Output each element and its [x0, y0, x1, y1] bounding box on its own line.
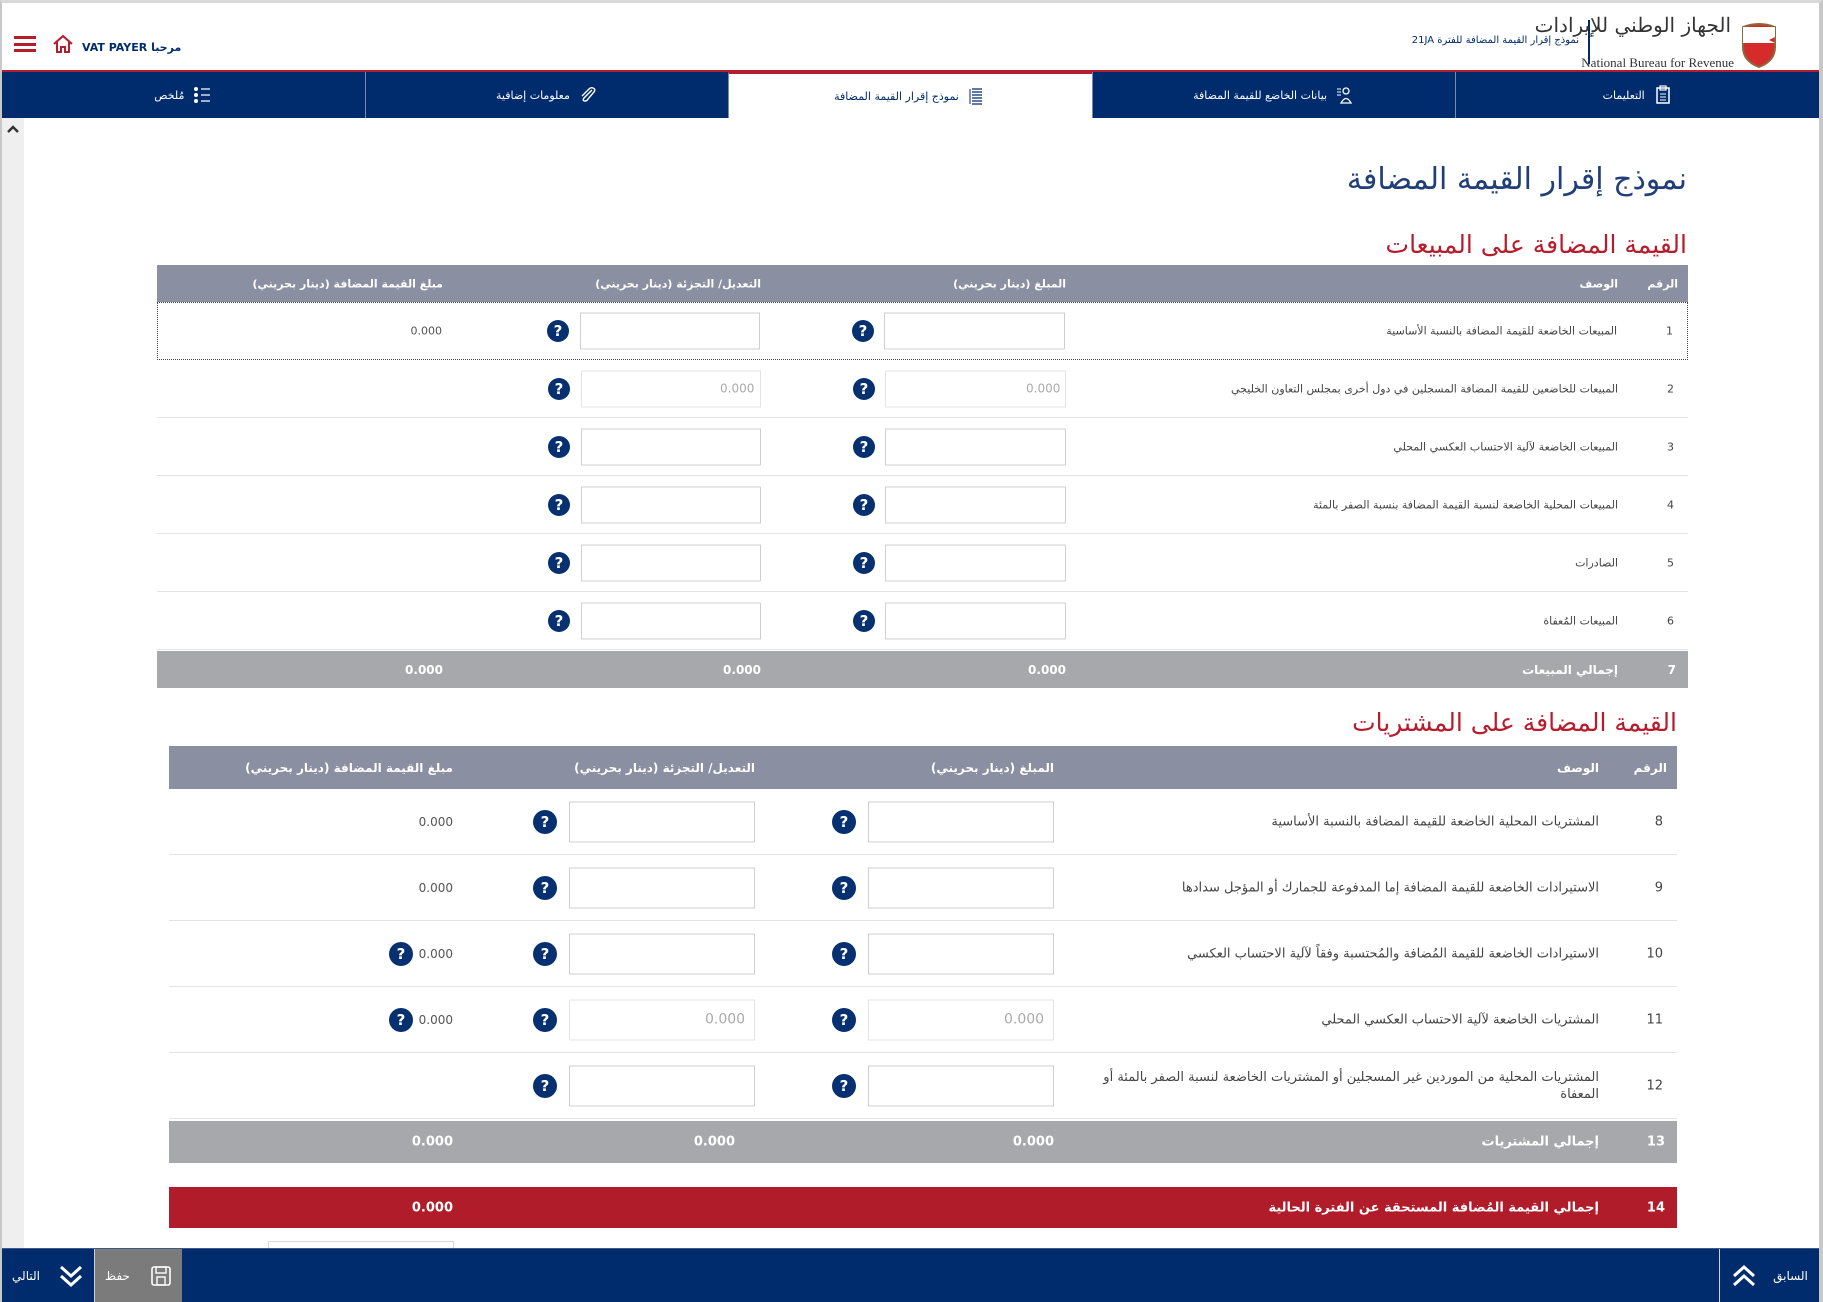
help-icon[interactable]: ? — [852, 320, 874, 342]
row-description: المبيعات المُعفاة — [1543, 614, 1618, 627]
col-desc-header: الوصف — [1556, 760, 1599, 775]
help-icon[interactable]: ? — [533, 810, 557, 834]
help-icon[interactable]: ? — [548, 436, 570, 458]
sales-table — [157, 265, 1688, 688]
sales-table-header — [157, 265, 1688, 302]
help-icon[interactable]: ? — [832, 942, 856, 966]
vat-amount-value: 0.000 — [410, 324, 442, 338]
purchases-row — [169, 1053, 1677, 1119]
row-description: المبيعات الخاضعة لآلية الاحتساب العكسي المحلي — [1393, 440, 1618, 453]
col-vat-header: مبلغ القيمة المضافة (دينار بحريني) — [252, 277, 443, 290]
row-number: 11 — [1646, 1012, 1663, 1027]
col-amount-header: المبلغ (دينار بحريني) — [930, 760, 1054, 775]
save-label: حفظ — [105, 1269, 130, 1283]
col-vat-header: مبلغ القيمة المضافة (دينار بحريني) — [245, 760, 453, 775]
row-description: المشتريات الخاضعة لآلية الاحتساب العكسي المحلي — [1321, 1012, 1599, 1027]
vat-amount-value: 0.000 — [418, 814, 453, 829]
amount-input[interactable] — [868, 1065, 1054, 1106]
adjustment-input[interactable] — [569, 933, 755, 974]
home-icon[interactable] — [52, 33, 74, 55]
adjustment-input[interactable] — [569, 867, 755, 908]
sales-row — [157, 302, 1688, 360]
tab-label: مُلخص — [154, 88, 185, 102]
total-amount: 0.000 — [1012, 1134, 1054, 1150]
purchases-total-row — [169, 1121, 1677, 1163]
sales-row — [157, 360, 1688, 418]
adjustment-input[interactable] — [581, 602, 761, 639]
vat-amount-value: 0.000 — [418, 880, 453, 895]
col-amount-header: المبلغ (دينار بحريني) — [953, 277, 1066, 290]
tab-additional-info[interactable] — [365, 72, 729, 118]
help-icon[interactable]: ? — [533, 1008, 557, 1032]
total-vat: 0.000 — [405, 662, 443, 677]
chevron-up-icon[interactable] — [7, 124, 19, 134]
sales-row — [157, 592, 1688, 650]
help-icon[interactable]: ? — [389, 942, 413, 966]
amount-input[interactable] — [868, 801, 1054, 842]
col-num-header: الرقم — [1647, 277, 1678, 290]
bottom-nav-bar — [2, 1248, 1819, 1302]
amount-input[interactable]: 0.000 — [885, 370, 1066, 407]
total-label: إجمالي المشتريات — [1481, 1134, 1599, 1150]
row-description: المشتريات المحلية الخاضعة للقيمة المضافة بالنسبة الأساسية — [1271, 814, 1599, 829]
help-icon[interactable]: ? — [853, 378, 875, 400]
adjustment-input[interactable] — [580, 313, 760, 350]
row-description-line: المشتريات المحلية من الموردين غير المسجلين أو المشتريات الخاضعة لنسبة الصفر بالمئة أو — [1103, 1069, 1599, 1085]
total-num: 7 — [1667, 662, 1676, 677]
row-number: 4 — [1667, 498, 1674, 511]
list-icon — [967, 86, 987, 106]
sales-section-title: القيمة المضافة على المبيعات — [1385, 230, 1687, 259]
adjustment-input[interactable] — [581, 544, 761, 581]
total-amount: 0.000 — [1028, 662, 1066, 677]
total-adjust: 0.000 — [723, 662, 761, 677]
row-number: 9 — [1654, 880, 1663, 895]
help-icon[interactable]: ? — [533, 1074, 557, 1098]
row-number: 5 — [1667, 556, 1674, 569]
col-adjust-header: التعديل/ التجزئة (دينار بحريني) — [595, 277, 761, 290]
grand-total-num: 14 — [1646, 1200, 1665, 1215]
col-adjust-header: التعديل/ التجزئة (دينار بحريني) — [574, 760, 755, 775]
help-icon[interactable]: ? — [389, 1008, 413, 1032]
logo-arabic-text: الجهاز الوطني للإيرادات — [1534, 13, 1731, 37]
scrollbar[interactable] — [2, 118, 24, 1248]
row-description: الاستيرادات الخاضعة للقيمة المُضافة والمُحتسبة وفقاً لآلية الاحتساب العكسي — [1187, 946, 1599, 961]
nbr-logo — [1534, 13, 1779, 71]
grand-total-row — [169, 1187, 1677, 1228]
col-desc-header: الوصف — [1579, 277, 1618, 290]
vat-amount-value: 0.000 — [418, 1012, 453, 1027]
total-vat: 0.000 — [411, 1134, 453, 1150]
hamburger-menu-icon[interactable] — [14, 36, 36, 52]
sales-total-row — [157, 651, 1688, 688]
help-icon[interactable]: ? — [853, 494, 875, 516]
tab-summary[interactable] — [2, 72, 365, 118]
adjustment-input[interactable] — [569, 801, 755, 842]
purchases-row — [169, 789, 1677, 855]
purchases-table — [169, 746, 1677, 1228]
adjustment-input[interactable] — [581, 486, 761, 523]
tab-label: نموذج إقرار القيمة المضافة — [834, 89, 959, 103]
amount-input[interactable] — [885, 428, 1066, 465]
help-icon[interactable]: ? — [533, 876, 557, 900]
grand-total-vat: 0.000 — [411, 1200, 453, 1215]
row-number: 10 — [1646, 946, 1663, 961]
welcome-text: مرحبا VAT PAYER — [82, 41, 182, 54]
total-label: إجمالي المبيعات — [1522, 662, 1618, 677]
sales-row — [157, 476, 1688, 534]
purchases-section-title: القيمة المضافة على المشتريات — [1352, 708, 1677, 737]
floppy-disk-icon — [150, 1265, 172, 1287]
purchases-row — [169, 855, 1677, 921]
adjustment-input[interactable]: 0.000 — [581, 370, 761, 407]
help-icon[interactable]: ? — [832, 1074, 856, 1098]
tab-label: معلومات إضافية — [496, 88, 570, 102]
adjustment-input[interactable] — [569, 1065, 755, 1106]
row-description: المبيعات المحلية الخاضعة لنسبة القيمة المضافة بنسبة الصفر بالمئة — [1313, 498, 1618, 511]
row-number: 6 — [1667, 614, 1674, 627]
help-icon[interactable]: ? — [547, 320, 569, 342]
tab-instructions[interactable] — [1455, 72, 1819, 118]
sales-row — [157, 534, 1688, 592]
amount-input[interactable] — [884, 313, 1065, 350]
amount-input[interactable] — [868, 933, 1054, 974]
help-icon[interactable]: ? — [548, 378, 570, 400]
vat-amount-value: 0.000 — [418, 946, 453, 961]
double-chevron-up-icon — [1731, 1264, 1757, 1288]
row-description-line: المعفاة — [1560, 1086, 1599, 1102]
tab-label: بيانات الخاضع للقيمة المضافة — [1193, 88, 1328, 102]
page-title: نموذج إقرار القيمة المضافة — [1346, 162, 1687, 197]
amount-input[interactable] — [868, 867, 1054, 908]
amount-input[interactable] — [885, 486, 1066, 523]
help-icon[interactable]: ? — [832, 1008, 856, 1032]
adjustment-input[interactable]: 0.000 — [569, 999, 755, 1040]
previous-button[interactable] — [1719, 1249, 1819, 1302]
help-icon[interactable]: ? — [853, 436, 875, 458]
total-adjust: 0.000 — [693, 1134, 735, 1150]
form-period-title: نموذج إقرار القيمة المضافة للفترة 21JA — [1411, 35, 1579, 46]
logo-english-text: National Bureau for Revenue — [1581, 55, 1734, 70]
amount-input[interactable] — [885, 544, 1066, 581]
help-icon[interactable]: ? — [533, 942, 557, 966]
help-icon[interactable]: ? — [853, 610, 875, 632]
row-number: 8 — [1654, 814, 1663, 829]
previous-label: السابق — [1773, 1269, 1808, 1283]
adjustment-input[interactable] — [581, 428, 761, 465]
amount-input[interactable] — [885, 602, 1066, 639]
purchases-row — [169, 987, 1677, 1053]
help-icon[interactable]: ? — [548, 494, 570, 516]
user-form-icon — [1335, 85, 1355, 105]
col-num-header: الرقم — [1633, 760, 1667, 775]
sales-row — [157, 418, 1688, 476]
help-icon[interactable]: ? — [548, 610, 570, 632]
row-number: 3 — [1667, 440, 1674, 453]
row-description: المبيعات للخاضعين للقيمة المضافة المسجلين في دول أخرى بمجلس التعاون الخليجي — [1231, 382, 1618, 395]
row-description — [1103, 1069, 1599, 1103]
paperclip-icon — [578, 85, 598, 105]
bahrain-crest-icon — [1739, 21, 1779, 69]
main-tabs — [2, 72, 1819, 118]
amount-input[interactable]: 0.000 — [868, 999, 1054, 1040]
total-num: 13 — [1646, 1134, 1665, 1150]
grand-total-label: إجمالي القيمة المُضافة المستحقة عن الفترة الحالية — [1268, 1200, 1599, 1215]
row-description: الاستيرادات الخاضعة للقيمة المضافة إما المدفوعة للجمارك أو المؤجل سدادها — [1181, 880, 1599, 895]
purchases-table-header — [169, 746, 1677, 789]
tab-label: التعليمات — [1602, 88, 1645, 102]
app-header — [2, 3, 1819, 72]
next-label: التالي — [12, 1269, 40, 1283]
help-icon[interactable]: ? — [548, 552, 570, 574]
row-number: 12 — [1646, 1078, 1663, 1093]
bullet-list-icon — [192, 85, 212, 105]
clipboard-icon — [1653, 85, 1673, 105]
row-number: 1 — [1666, 324, 1673, 338]
save-button[interactable] — [94, 1249, 182, 1302]
row-description: الصادرات — [1575, 556, 1618, 569]
purchases-row — [169, 921, 1677, 987]
row-number: 2 — [1667, 382, 1674, 395]
tab-vat-return-form[interactable] — [728, 72, 1092, 118]
help-icon[interactable]: ? — [832, 810, 856, 834]
help-icon[interactable]: ? — [832, 876, 856, 900]
tab-taxpayer-data[interactable] — [1092, 72, 1456, 118]
row-description: المبيعات الخاضعة للقيمة المضافة بالنسبة الأساسية — [1386, 324, 1617, 338]
help-icon[interactable]: ? — [853, 552, 875, 574]
double-chevron-down-icon — [58, 1264, 84, 1288]
next-button[interactable] — [2, 1249, 94, 1302]
